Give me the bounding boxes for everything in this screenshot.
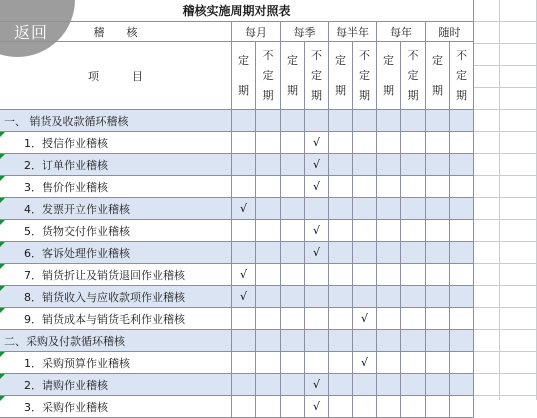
grid-cell[interactable] [305,374,329,396]
grid-cell[interactable] [377,154,401,176]
grid-cell[interactable] [232,352,256,374]
grid-cell[interactable] [353,264,377,286]
row-text: 一、 销货及收款循环稽核 [4,114,129,128]
grid-cell[interactable] [305,330,329,352]
grid-cell[interactable] [232,132,256,154]
header-sub-fixed [329,42,353,110]
sheet-title: 稽核实施周期对照表 [0,0,474,22]
row-text: 3．采购作业稽核 [24,400,108,414]
header-sub-char: 定 [407,68,419,82]
grid-line [474,219,537,220]
grid-cell[interactable] [329,352,353,374]
item-row-label[interactable] [0,242,232,264]
header-group-0: 每月 [232,22,281,42]
header-sub-char: 定 [456,68,467,82]
grid-cell[interactable] [232,154,256,176]
grid-line [474,175,537,176]
item-row-label[interactable] [0,396,232,418]
grid-cell[interactable] [281,352,305,374]
grid-cell[interactable] [450,352,474,374]
grid-cell[interactable] [450,396,474,418]
grid-cell[interactable] [256,198,281,220]
grid-cell[interactable] [353,110,377,132]
grid-cell[interactable] [450,198,474,220]
check-mark-icon: √ [360,312,368,325]
grid-line [474,43,537,44]
header-group-2: 每半年 [329,22,377,42]
grid-line [474,263,537,264]
grid-cell[interactable] [305,264,329,286]
header-group-4: 随时 [426,22,474,42]
grid-line [474,351,537,352]
grid-cell[interactable] [256,286,281,308]
grid-cell[interactable] [232,264,256,286]
grid-cell[interactable] [281,396,305,418]
header-sub-unfixed [401,42,426,110]
grid-cell[interactable] [305,396,329,418]
grid-cell[interactable] [256,110,281,132]
grid-cell[interactable] [232,396,256,418]
cell-indicator-icon [0,396,5,401]
grid-cell[interactable] [281,176,305,198]
grid-cell[interactable] [377,264,401,286]
header-group-3: 每年 [377,22,426,42]
grid-cell[interactable] [377,110,401,132]
grid-cell[interactable] [401,330,426,352]
grid-line [474,131,537,132]
grid-cell[interactable] [232,286,256,308]
grid-cell[interactable] [401,132,426,154]
grid-cell[interactable] [305,220,329,242]
grid-line [474,197,537,198]
grid-cell[interactable] [377,374,401,396]
grid-cell[interactable] [329,374,353,396]
grid-cell[interactable] [377,352,401,374]
grid-cell[interactable] [329,198,353,220]
grid-cell[interactable] [329,308,353,330]
grid-cell[interactable] [401,374,426,396]
grid-cell[interactable] [256,132,281,154]
row-text: 1．采购预算作业稽核 [24,356,130,370]
grid-cell[interactable] [450,308,474,330]
grid-cell[interactable] [329,154,353,176]
header-sub-char: 期 [383,83,394,97]
grid-cell[interactable] [305,242,329,264]
header-sub-char: 定 [383,54,394,68]
grid-cell[interactable] [401,264,426,286]
grid-line [474,109,537,110]
grid-cell[interactable] [232,330,256,352]
item-row-label[interactable] [0,176,232,198]
check-mark-icon: √ [239,290,247,303]
grid-cell[interactable] [256,154,281,176]
grid-cell[interactable] [329,264,353,286]
grid-cell[interactable] [426,396,450,418]
cell-indicator-icon [0,198,5,203]
grid-cell[interactable] [377,220,401,242]
row-text: 2．请购作业稽核 [24,378,108,392]
header-sub-unfixed [353,42,377,110]
grid-cell[interactable] [401,176,426,198]
grid-cell[interactable] [281,286,305,308]
grid-cell[interactable] [353,396,377,418]
check-mark-icon: √ [239,268,247,281]
grid-cell[interactable] [353,132,377,154]
grid-cell[interactable] [401,110,426,132]
grid-cell[interactable] [256,396,281,418]
section-row-label[interactable] [0,110,232,132]
grid-cell[interactable] [305,308,329,330]
header-sub-char: 期 [407,88,419,102]
row-text: 6．客诉处理作业稽核 [24,246,130,260]
grid-cell[interactable] [281,242,305,264]
header-sub-char: 定 [335,54,346,68]
header-sub-fixed [232,42,256,110]
header-item-label: 项 目 [0,42,232,110]
header-sub-fixed [281,42,305,110]
grid-cell[interactable] [450,374,474,396]
header-sub-char: 期 [311,88,322,102]
grid-cell[interactable] [232,198,256,220]
grid-line [474,153,537,154]
header-group-1: 每季 [281,22,329,42]
grid-line [474,373,537,374]
grid-cell[interactable] [232,308,256,330]
grid-cell[interactable] [281,132,305,154]
header-sub-char: 不 [311,49,322,63]
grid-cell[interactable] [353,220,377,242]
grid-cell[interactable] [305,154,329,176]
grid-cell[interactable] [329,286,353,308]
row-text: 8．销货收入与应收款项作业稽核 [24,290,185,304]
section-row-label[interactable] [0,330,232,352]
header-sub-char: 不 [262,49,274,63]
grid-cell[interactable] [281,110,305,132]
item-row-label[interactable] [0,154,232,176]
grid-cell[interactable] [256,352,281,374]
grid-cell[interactable] [426,374,450,396]
grid-cell[interactable] [426,176,450,198]
cell-indicator-icon [0,154,5,159]
grid-cell[interactable] [377,286,401,308]
grid-cell[interactable] [329,132,353,154]
grid-cell[interactable] [377,176,401,198]
grid-cell[interactable] [401,198,426,220]
header-sub-char: 不 [407,49,419,63]
cell-indicator-icon [0,352,5,357]
row-text: 1．授信作业稽核 [24,136,108,150]
grid-cell[interactable] [377,132,401,154]
check-mark-icon: √ [312,224,320,237]
grid-cell[interactable] [353,154,377,176]
header-sub-char: 期 [262,88,274,102]
header-sub-unfixed [256,42,281,110]
grid-line [474,65,537,66]
grid-cell[interactable] [426,264,450,286]
check-mark-icon: √ [312,158,320,171]
grid-line [474,87,537,88]
header-sub-unfixed [450,42,474,110]
grid-cell[interactable] [353,308,377,330]
row-text: 3．售价作业稽核 [24,180,108,194]
header-sub-unfixed [305,42,329,110]
grid-cell[interactable] [353,198,377,220]
grid-cell[interactable] [377,396,401,418]
grid-cell[interactable] [377,242,401,264]
header-sub-char: 不 [359,49,370,63]
grid-cell[interactable] [450,220,474,242]
item-row-label[interactable] [0,286,232,308]
item-row-label[interactable] [0,220,232,242]
grid-cell[interactable] [426,154,450,176]
grid-cell[interactable] [450,110,474,132]
cell-indicator-icon [0,264,5,269]
grid-cell[interactable] [281,220,305,242]
header-sub-char: 定 [359,68,370,82]
grid-line [474,307,537,308]
header-sub-char: 期 [335,83,346,97]
grid-cell[interactable] [305,132,329,154]
grid-cell[interactable] [305,198,329,220]
grid-cell[interactable] [377,308,401,330]
cell-indicator-icon [0,308,5,313]
cell-indicator-icon [0,220,5,225]
grid-cell[interactable] [426,132,450,154]
cell-indicator-icon [0,374,5,379]
grid-cell[interactable] [232,242,256,264]
grid-cell[interactable] [426,198,450,220]
grid-cell[interactable] [281,330,305,352]
row-text: 7．销货折让及销货退回作业稽核 [24,268,185,282]
grid-cell[interactable] [401,242,426,264]
header-sub-char: 期 [456,88,467,102]
grid-cell[interactable] [426,220,450,242]
grid-cell[interactable] [426,308,450,330]
grid-cell[interactable] [329,330,353,352]
header-sub-char: 定 [262,68,274,82]
cell-indicator-icon [0,132,5,137]
grid-cell[interactable] [281,154,305,176]
grid-cell[interactable] [353,286,377,308]
grid-line [474,329,537,330]
back-button-label[interactable]: 返回 [14,23,49,42]
grid-line [499,0,500,400]
cell-indicator-icon [0,286,5,291]
grid-cell[interactable] [401,396,426,418]
grid-cell[interactable] [450,154,474,176]
header-sub-fixed [377,42,401,110]
grid-line [474,395,537,396]
header-sub-char: 定 [311,68,322,82]
grid-cell[interactable] [450,286,474,308]
header-sub-char: 期 [238,83,249,97]
grid-cell[interactable] [281,308,305,330]
header-sub-char: 期 [287,83,298,97]
grid-cell[interactable] [256,308,281,330]
grid-cell[interactable] [281,374,305,396]
row-text: 二、采购及付款循环稽核 [4,334,125,348]
grid-cell[interactable] [281,264,305,286]
grid-line [474,21,537,22]
item-row-label[interactable] [0,198,232,220]
grid-cell[interactable] [426,110,450,132]
grid-cell[interactable] [329,110,353,132]
grid-cell[interactable] [305,286,329,308]
grid-cell[interactable] [450,242,474,264]
grid-cell[interactable] [426,352,450,374]
grid-cell[interactable] [232,220,256,242]
grid-cell[interactable] [426,242,450,264]
check-mark-icon: √ [312,400,320,413]
grid-cell[interactable] [401,352,426,374]
header-sub-char: 不 [456,49,467,63]
check-mark-icon: √ [239,202,247,215]
grid-cell[interactable] [305,176,329,198]
row-text: 4．发票开立作业稽核 [24,202,130,216]
grid-cell[interactable] [232,176,256,198]
grid-cell[interactable] [426,330,450,352]
check-mark-icon: √ [312,378,320,391]
grid-cell[interactable] [256,242,281,264]
check-mark-icon: √ [312,136,320,149]
header-sub-fixed [426,42,450,110]
grid-cell[interactable] [353,242,377,264]
grid-cell[interactable] [450,330,474,352]
grid-cell[interactable] [329,396,353,418]
grid-cell[interactable] [256,176,281,198]
header-sub-char: 期 [359,88,370,102]
grid-cell[interactable] [305,352,329,374]
grid-line [474,241,537,242]
header-sub-char: 定 [238,54,249,68]
grid-cell[interactable] [353,330,377,352]
item-row-label[interactable] [0,308,232,330]
grid-cell[interactable] [232,110,256,132]
grid-cell[interactable] [256,330,281,352]
row-text: 2．订单作业稽核 [24,158,108,172]
cell-indicator-icon [0,242,5,247]
check-mark-icon: √ [360,356,368,369]
grid-cell[interactable] [450,264,474,286]
grid-cell[interactable] [401,286,426,308]
grid-cell[interactable] [353,374,377,396]
grid-cell[interactable] [450,176,474,198]
grid-cell[interactable] [329,242,353,264]
header-sub-char: 定 [287,54,298,68]
grid-cell[interactable] [329,176,353,198]
check-mark-icon: √ [312,180,320,193]
grid-cell[interactable] [256,220,281,242]
grid-cell[interactable] [256,374,281,396]
item-row-label[interactable] [0,264,232,286]
row-text: 9．销货成本与销货毛利作业稽核 [24,312,185,326]
grid-cell[interactable] [426,286,450,308]
header-sub-char: 定 [432,54,443,68]
row-text: 5．货物交付作业稽核 [24,224,130,238]
grid-cell[interactable] [232,374,256,396]
item-row-label[interactable] [0,374,232,396]
check-mark-icon: √ [312,246,320,259]
grid-cell[interactable] [256,264,281,286]
grid-cell[interactable] [329,220,353,242]
header-audit-label: 稽 核 [0,22,232,42]
grid-cell[interactable] [353,352,377,374]
grid-cell[interactable] [401,154,426,176]
grid-cell[interactable] [281,198,305,220]
item-row-label[interactable] [0,132,232,154]
grid-cell[interactable] [401,308,426,330]
grid-cell[interactable] [377,330,401,352]
grid-line [474,285,537,286]
grid-cell[interactable] [305,110,329,132]
header-sub-char: 期 [432,83,443,97]
cell-indicator-icon [0,176,5,181]
grid-cell[interactable] [450,132,474,154]
grid-cell[interactable] [401,220,426,242]
grid-cell[interactable] [377,198,401,220]
item-row-label[interactable] [0,352,232,374]
grid-cell[interactable] [353,176,377,198]
